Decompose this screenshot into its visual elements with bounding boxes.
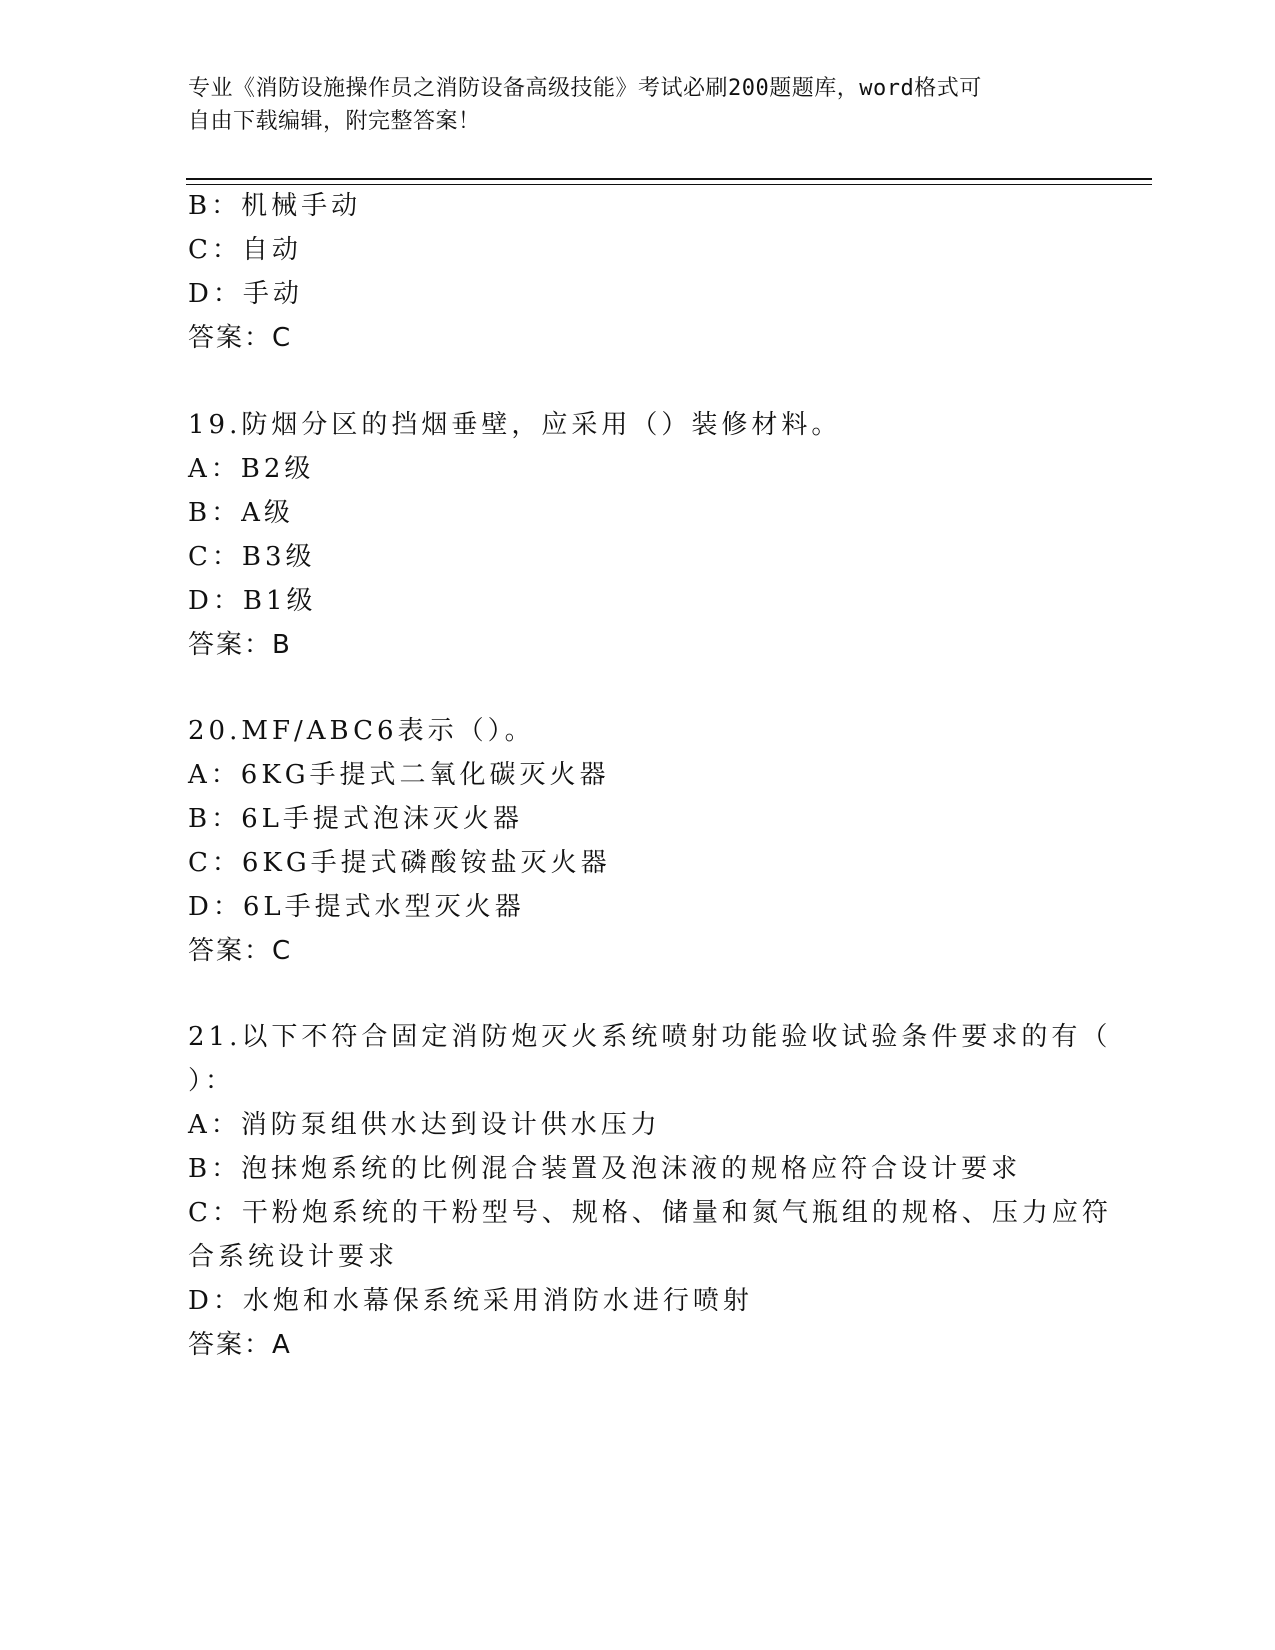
prev-answer: 答案：C — [188, 323, 293, 353]
q20-stem: 20.MF/ABC6表示（）。 — [188, 716, 535, 746]
q21-option-c-line-1: C：干粉炮系统的干粉型号、规格、储量和氮气瓶组的规格、压力应符 — [188, 1198, 1112, 1228]
q21-option-d: D：水炮和水幕保系统采用消防水进行喷射 — [188, 1286, 753, 1316]
q21-option-b: B：泡抹炮系统的比例混合装置及泡沫液的规格应符合设计要求 — [188, 1154, 1022, 1184]
q20-answer: 答案：C — [188, 936, 293, 966]
q21-option-a: A：消防泵组供水达到设计供水压力 — [188, 1110, 661, 1140]
q19-answer: 答案：B — [188, 630, 292, 660]
q19-option-a: A：B2级 — [188, 454, 315, 484]
q21-option-c-line-2: 合系统设计要求 — [188, 1242, 399, 1272]
q20-option-d: D：6L手提式水型灭火器 — [188, 892, 525, 922]
header-rule-thick — [186, 178, 1152, 180]
document-header — [188, 72, 1088, 138]
prev-option-b: B：机械手动 — [188, 191, 362, 221]
q21-stem-line-1: 21.以下不符合固定消防炮灭火系统喷射功能验收试验条件要求的有（ — [188, 1022, 1112, 1052]
q20-option-b: B：6L手提式泡沫灭火器 — [188, 804, 523, 834]
q20-option-c: C：6KG手提式磷酸铵盐灭火器 — [188, 848, 611, 878]
q21-stem-line-2: ）： — [188, 1066, 236, 1096]
prev-option-c: C：自动 — [188, 235, 302, 265]
q19-option-b: B：A级 — [188, 498, 294, 528]
header-line-1: 专业《消防设施操作员之消防设备高级技能》考试必刷200题题库，word格式可 — [188, 76, 982, 101]
q19-option-d: D：B1级 — [188, 586, 317, 616]
prev-option-d: D：手动 — [188, 279, 303, 309]
header-line-2: 自由下载编辑，附完整答案！ — [188, 109, 481, 134]
header-rule-thin — [186, 184, 1152, 185]
q19-option-c: C：B3级 — [188, 542, 316, 572]
q21-answer: 答案：A — [188, 1330, 292, 1360]
q19-stem: 19.防烟分区的挡烟垂壁，应采用（）装修材料。 — [188, 410, 842, 440]
q20-option-a: A：6KG手提式二氧化碳灭火器 — [188, 760, 610, 790]
